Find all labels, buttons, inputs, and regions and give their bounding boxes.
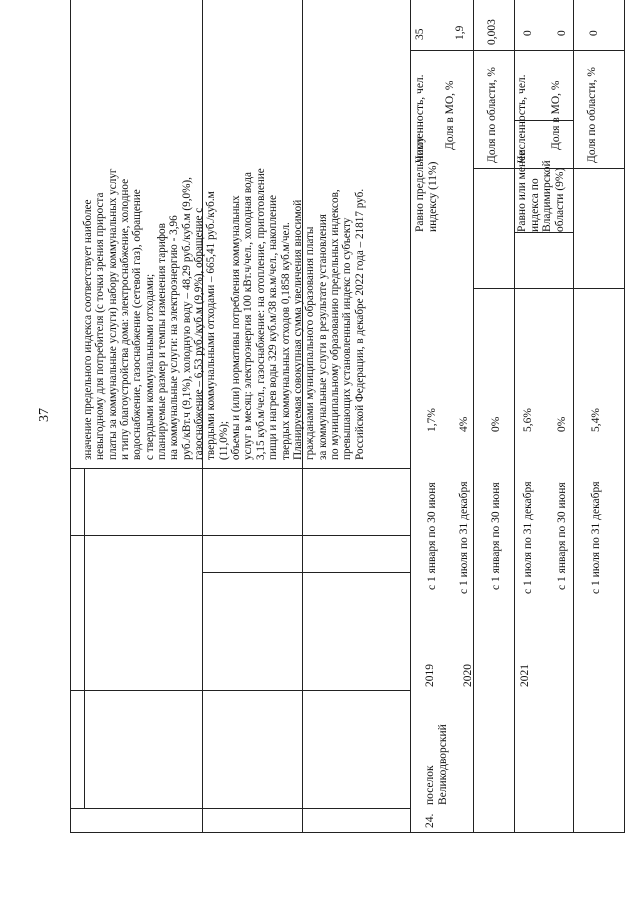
- year-2019: 2019: [424, 664, 436, 687]
- period-label: с 1 января по 30 июня: [556, 482, 568, 590]
- metric-value: 0: [556, 30, 568, 36]
- index-table: [70, 0, 625, 905]
- row-divider: [410, 50, 625, 51]
- table-column-divider: [573, 0, 574, 832]
- row-divider: [70, 535, 410, 536]
- year-2021: 2021: [519, 664, 531, 687]
- page-number: 37: [37, 408, 52, 422]
- table-column-divider: [514, 0, 515, 832]
- row-divider: [514, 232, 574, 233]
- period-label: с 1 июля по 31 декабря: [590, 481, 602, 594]
- group-label: Равно или менее индекса по Владимирской области (9%): [516, 150, 566, 232]
- row-divider: [473, 288, 625, 289]
- metric-label: Доля в МО, %: [444, 80, 456, 150]
- table-column-divider: [473, 0, 474, 832]
- metric-label: Численность, чел.: [414, 74, 426, 163]
- metric-value: 0: [522, 30, 534, 36]
- index-value: 0%: [556, 416, 568, 432]
- index-value: 0%: [490, 416, 502, 432]
- year-2020: 2020: [462, 664, 474, 687]
- metric-value: 1,9: [454, 25, 466, 40]
- period-label: с 1 июля по 31 декабря: [522, 481, 534, 594]
- table-column-divider: [84, 468, 85, 808]
- metric-label: Численность, чел.: [516, 74, 528, 163]
- index-value: 1,7%: [426, 408, 438, 432]
- settlement-name: поселок Великодворский: [424, 724, 449, 805]
- table-border-left: [70, 0, 71, 832]
- period-label: с 1 июля по 31 декабря: [458, 481, 470, 594]
- index-value: 5,4%: [590, 408, 602, 432]
- metric-label: Доля по области, %: [586, 67, 598, 163]
- index-value: 5,6%: [522, 408, 534, 432]
- table-border-right: [624, 0, 625, 832]
- row-number: 24.: [424, 813, 436, 828]
- metric-value: 35: [414, 28, 426, 40]
- group-label: Равно предельному индексу (11%): [414, 136, 439, 232]
- index-value: 4%: [458, 416, 470, 432]
- justification-text: значение предельного индекса соответствует наиболее невыгодному для потребителя (с точки зрения прироста платы за коммунальные услуги) набору коммунальных услуг и типу благоустройства дома: электроснабжение, холодное водоснабжение, газоснабжение (сетевой газ), обращение с твердыми коммунальными отходами; планируемые размер и темпы изменения тарифов на коммунальные услуги: на электроэнергию - 3,96 руб./кВт.ч (9,1%), холодную воду – 48,29 руб./куб.м (9,0%), газоснабжение – 6,53 руб./куб.м (9,9%), обращение с твердыми коммунальными отходами – 665,41 руб./куб.м (11,0%); объемы и (или) нормативы потребления коммунальных услуг в месяц: электроэнергия 100 кВт.ч/чел., холодная вода 3,15 куб.м/чел., газоснабжение: на отопление, приготовление пищи и нагрев воды 329 куб.м/38 кв.м/чел., накопление твердых коммунальных отходов 0,1858 куб.м/чел. Планируемая совокупная сумма увеличения вносимой гражданами муниципального образования платы за коммунальные услуги в результате установления по муниципальному образованию предельных индексов, превышающих установленный индекс по субъекту Российской Федерации, в декабре 2022 года – 21817 руб.: [82, 168, 366, 460]
- row-divider: [70, 468, 410, 469]
- period-label: с 1 января по 30 июня: [490, 482, 502, 590]
- row-divider: [70, 832, 625, 833]
- row-divider: [70, 690, 410, 691]
- metric-value: 0: [588, 30, 600, 36]
- table-column-divider: [410, 0, 411, 832]
- row-divider: [202, 572, 410, 573]
- row-divider: [70, 808, 410, 809]
- period-label: с 1 января по 30 июня: [426, 482, 438, 590]
- metric-label: Доля в МО, %: [550, 80, 562, 150]
- metric-label: Доля по области, %: [486, 67, 498, 163]
- metric-value: 0,003: [486, 19, 498, 45]
